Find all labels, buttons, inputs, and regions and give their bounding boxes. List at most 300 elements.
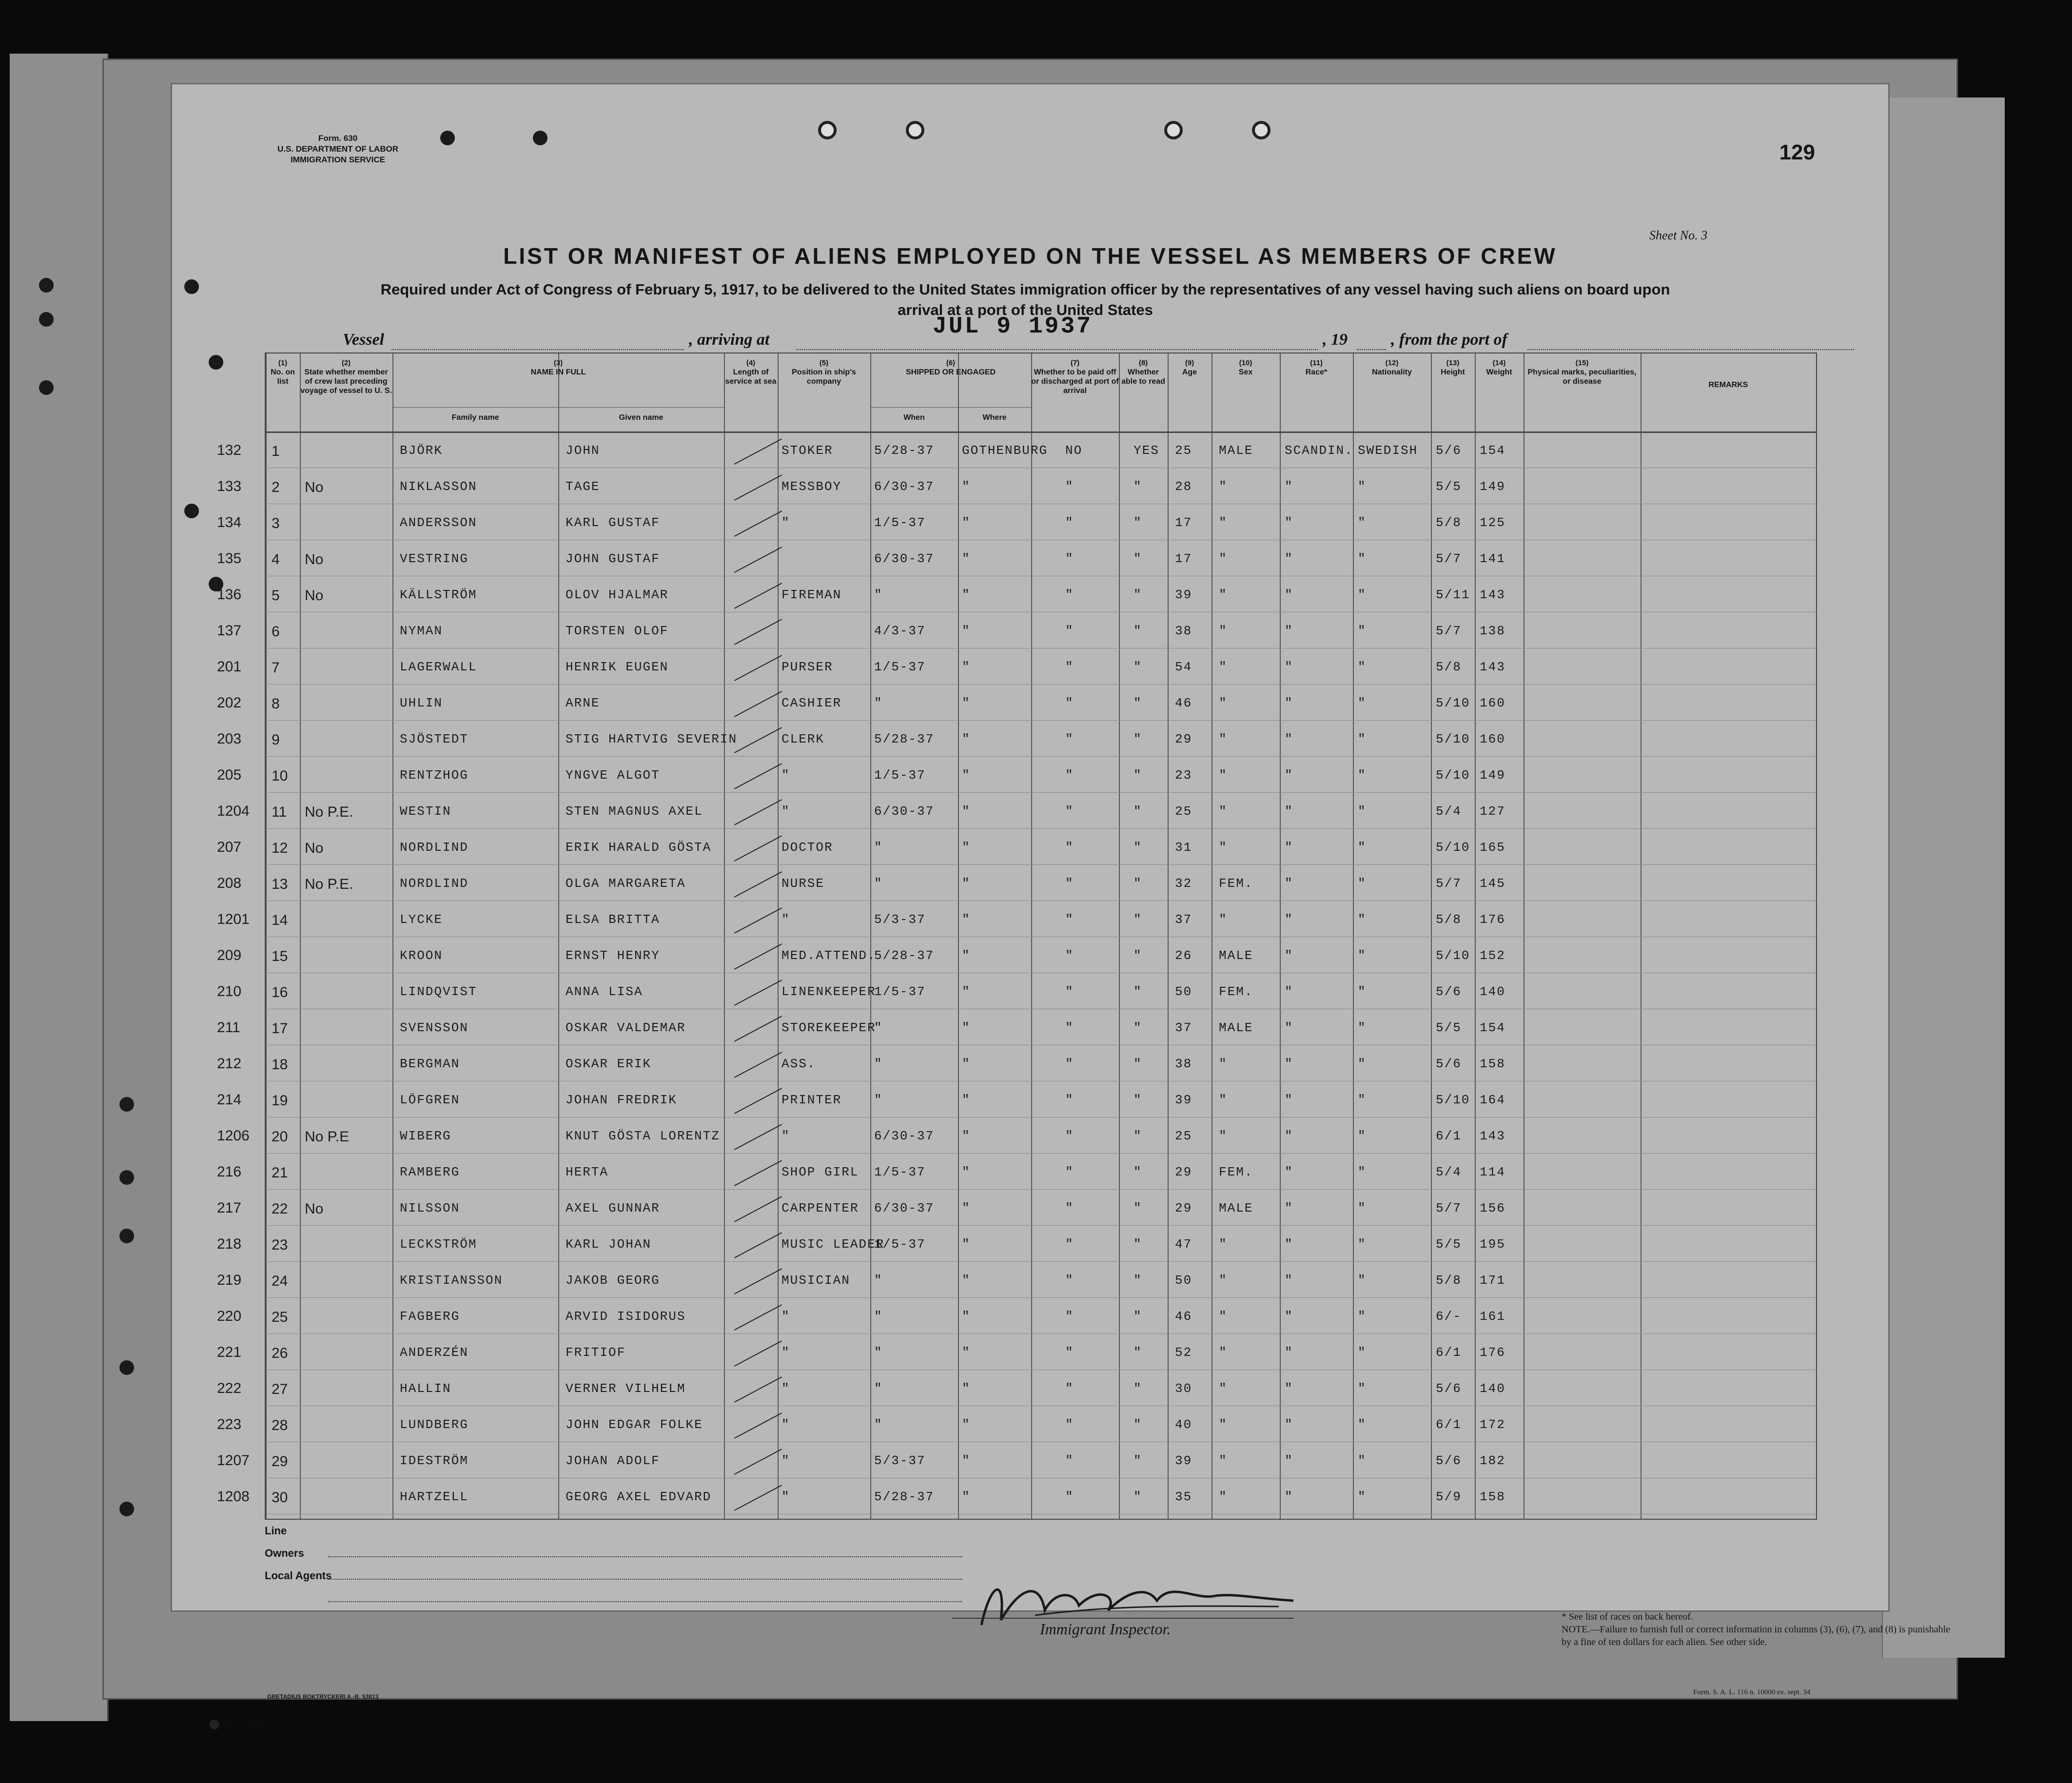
cell-no: 26 <box>272 1345 288 1361</box>
cell-given: JAKOB GEORG <box>566 1273 660 1288</box>
cell-age: 17 <box>1175 551 1192 566</box>
cell-paid: " <box>1065 1165 1074 1179</box>
service-check-mark <box>734 727 782 753</box>
cell-paid: NO <box>1065 443 1083 458</box>
cell-read: " <box>1134 479 1142 494</box>
arriving-label: , arriving at <box>689 331 770 349</box>
row-reference-number: 205 <box>217 767 242 783</box>
row-reference-number: 220 <box>217 1308 242 1324</box>
cell-when: 6/30-37 <box>874 479 935 494</box>
cell-race: " <box>1285 984 1293 999</box>
cell-height: 5/6 <box>1436 1453 1462 1468</box>
cell-height: 5/8 <box>1436 515 1462 530</box>
cell-read: " <box>1134 624 1142 638</box>
cell-given: OSKAR ERIK <box>566 1057 652 1071</box>
cell-race: " <box>1285 948 1293 963</box>
cell-position: " <box>782 1309 790 1324</box>
cell-read: " <box>1134 1345 1142 1360</box>
cell-sex: " <box>1219 1129 1228 1143</box>
cell-paid: " <box>1065 588 1074 602</box>
cell-read: " <box>1134 1381 1142 1396</box>
service-check-mark <box>734 871 782 897</box>
cell-height: 5/10 <box>1436 948 1470 963</box>
cell-family: ANDERZÉN <box>400 1345 469 1360</box>
service-check-mark <box>734 1304 782 1330</box>
cell-where: " <box>962 804 971 819</box>
cell-family: LECKSTRÖM <box>400 1237 477 1252</box>
cell-weight: 160 <box>1480 696 1505 710</box>
cell-height: 5/9 <box>1436 1489 1462 1504</box>
col-2-header: (2) State whether member of crew last preceding voyage of vessel to U. S. <box>300 359 392 395</box>
punch-hole-icon <box>533 131 547 145</box>
cell-given: TAGE <box>566 479 600 494</box>
cell-height: 5/6 <box>1436 443 1462 458</box>
cell-weight: 125 <box>1480 515 1505 530</box>
row-reference-number: 1208 <box>217 1489 250 1505</box>
cell-family: LUNDBERG <box>400 1417 469 1432</box>
cell-nat: " <box>1358 515 1367 530</box>
cell-paid: " <box>1065 624 1074 638</box>
col-10-header: (10) Sex <box>1238 359 1253 376</box>
cell-age: 29 <box>1175 1165 1192 1179</box>
cell-given: OLOV HJALMAR <box>566 588 669 602</box>
cell-weight: 171 <box>1480 1273 1505 1288</box>
cell-family: LÖFGREN <box>400 1093 460 1107</box>
cell-where: " <box>962 912 971 927</box>
cell-prev: No P.E. <box>305 804 353 820</box>
cell-sex: " <box>1219 1345 1228 1360</box>
service-check-mark <box>734 980 782 1005</box>
cell-position: MUSICIAN <box>782 1273 850 1288</box>
cell-where: " <box>962 840 971 855</box>
cell-position: MED.ATTEND. <box>782 948 876 963</box>
cell-when: " <box>874 1345 883 1360</box>
cell-where: " <box>962 1345 971 1360</box>
cell-when: " <box>874 1417 883 1432</box>
cell-given: JOHN GUSTAF <box>566 551 660 566</box>
cell-nat: " <box>1358 732 1367 746</box>
cell-sex: " <box>1219 1381 1228 1396</box>
cell-where: " <box>962 1129 971 1143</box>
cell-family: ANDERSSON <box>400 515 477 530</box>
service-check-mark <box>734 619 782 645</box>
cell-prev: No P.E <box>305 1129 350 1145</box>
cell-family: HALLIN <box>400 1381 451 1396</box>
cell-paid: " <box>1065 876 1074 891</box>
cell-read: " <box>1134 1273 1142 1288</box>
cell-where: " <box>962 1237 971 1252</box>
cell-where: " <box>962 1453 971 1468</box>
cell-given: AXEL GUNNAR <box>566 1201 660 1215</box>
page-title: LIST OR MANIFEST OF ALIENS EMPLOYED ON THE VESSEL AS MEMBERS OF CREW <box>503 243 1557 269</box>
col-9-header: (9) Age <box>1182 359 1197 376</box>
cell-no: 6 <box>272 624 280 640</box>
cell-position: STOKER <box>782 443 833 458</box>
row-reference-number: 1204 <box>217 803 250 819</box>
cell-sex: MALE <box>1219 948 1253 963</box>
cell-given: ERNST HENRY <box>566 948 660 963</box>
cell-family: RENTZHOG <box>400 768 469 783</box>
cell-read: " <box>1134 984 1142 999</box>
local-agents-label: Local Agents <box>265 1569 332 1582</box>
cell-paid: " <box>1065 1453 1074 1468</box>
service-check-mark <box>734 1268 782 1294</box>
cell-weight: 195 <box>1480 1237 1505 1252</box>
row-reference-number: 216 <box>217 1164 242 1180</box>
cell-sex: " <box>1219 1309 1228 1324</box>
cell-weight: 143 <box>1480 588 1505 602</box>
cell-no: 7 <box>272 660 280 676</box>
col-6-header: (6) SHIPPED OR ENGAGED <box>905 359 996 376</box>
cell-given: FRITIOF <box>566 1345 626 1360</box>
when-header: When <box>903 413 925 422</box>
cell-no: 2 <box>272 479 280 495</box>
service-check-mark <box>734 1016 782 1041</box>
cell-read: " <box>1134 876 1142 891</box>
row-reference-number: 207 <box>217 839 242 855</box>
punch-hole-icon <box>1252 121 1271 139</box>
cell-sex: FEM. <box>1219 1165 1253 1179</box>
cell-where: " <box>962 1381 971 1396</box>
cell-paid: " <box>1065 660 1074 674</box>
row-reference-number: 201 <box>217 659 242 675</box>
cell-nat: " <box>1358 1093 1367 1107</box>
cell-age: 23 <box>1175 768 1192 783</box>
cell-paid: " <box>1065 551 1074 566</box>
cell-height: 6/1 <box>1436 1345 1462 1360</box>
cell-weight: 158 <box>1480 1057 1505 1071</box>
cell-position: " <box>782 768 790 783</box>
cell-where: " <box>962 1057 971 1071</box>
cell-sex: " <box>1219 515 1228 530</box>
cell-family: WIBERG <box>400 1129 451 1143</box>
cell-when: 1/5-37 <box>874 768 926 783</box>
cell-nat: " <box>1358 1345 1367 1360</box>
row-reference-number: 211 <box>217 1019 240 1036</box>
row-reference-number: 137 <box>217 623 242 639</box>
col-3-header: (3) NAME IN FULL <box>530 359 586 376</box>
cell-when: " <box>874 840 883 855</box>
cell-prev: No P.E. <box>305 876 353 892</box>
cell-race: " <box>1285 804 1293 819</box>
cell-paid: " <box>1065 515 1074 530</box>
service-check-mark <box>734 474 782 500</box>
cell-age: 50 <box>1175 984 1192 999</box>
cell-family: NYMAN <box>400 624 443 638</box>
cell-no: 20 <box>272 1129 288 1145</box>
cell-given: OLGA MARGARETA <box>566 876 686 891</box>
cell-where: " <box>962 948 971 963</box>
cell-when: 5/28-37 <box>874 443 935 458</box>
cell-position: NURSE <box>782 876 825 891</box>
row-reference-number: 212 <box>217 1056 242 1072</box>
cell-when: " <box>874 1309 883 1324</box>
cell-paid: " <box>1065 1237 1074 1252</box>
punch-hole-icon <box>1164 121 1183 139</box>
cell-where: " <box>962 1093 971 1107</box>
cell-nat: " <box>1358 1453 1367 1468</box>
cell-position: ASS. <box>782 1057 816 1071</box>
cell-height: 5/7 <box>1436 624 1462 638</box>
cell-given: ARNE <box>566 696 600 710</box>
cell-sex: MALE <box>1219 1201 1253 1215</box>
cell-nat: " <box>1358 1201 1367 1215</box>
cell-no: 10 <box>272 768 288 784</box>
col-4-header: (4) Length of service at sea <box>725 359 777 386</box>
cell-family: NIKLASSON <box>400 479 477 494</box>
cell-when: 1/5-37 <box>874 660 926 674</box>
binder-hole-icon <box>39 312 54 327</box>
cell-nat: " <box>1358 1020 1367 1035</box>
cell-age: 30 <box>1175 1381 1192 1396</box>
cell-race: " <box>1285 1093 1293 1107</box>
cell-position: DOCTOR <box>782 840 833 855</box>
cell-age: 54 <box>1175 660 1192 674</box>
cell-when: 4/3-37 <box>874 624 926 638</box>
cell-weight: 143 <box>1480 660 1505 674</box>
cell-no: 11 <box>272 804 287 820</box>
cell-position: " <box>782 1417 790 1432</box>
cell-race: " <box>1285 1201 1293 1215</box>
cell-when: " <box>874 1381 883 1396</box>
cell-when: 6/30-37 <box>874 804 935 819</box>
cell-sex: " <box>1219 912 1228 927</box>
cell-family: LINDQVIST <box>400 984 477 999</box>
cell-where: " <box>962 1309 971 1324</box>
cell-when: 6/30-37 <box>874 551 935 566</box>
row-reference-number: 1206 <box>217 1128 250 1144</box>
cell-given: JOHN EDGAR FOLKE <box>566 1417 703 1432</box>
cell-position: FIREMAN <box>782 588 842 602</box>
cell-sex: " <box>1219 840 1228 855</box>
cell-weight: 140 <box>1480 1381 1505 1396</box>
cell-given: GEORG AXEL EDVARD <box>566 1489 712 1504</box>
cell-given: STEN MAGNUS AXEL <box>566 804 703 819</box>
cell-age: 25 <box>1175 443 1192 458</box>
cell-age: 50 <box>1175 1273 1192 1288</box>
cell-family: BERGMAN <box>400 1057 460 1071</box>
where-header: Where <box>982 413 1007 422</box>
cell-nat: " <box>1358 1129 1367 1143</box>
cell-weight: 138 <box>1480 624 1505 638</box>
cell-when: 5/3-37 <box>874 912 926 927</box>
cell-where: " <box>962 624 971 638</box>
cell-paid: " <box>1065 1093 1074 1107</box>
cell-race: " <box>1285 1057 1293 1071</box>
cell-position: " <box>782 1489 790 1504</box>
cell-position: " <box>782 1381 790 1396</box>
row-reference-number: 210 <box>217 983 242 999</box>
cell-sex: " <box>1219 1237 1228 1252</box>
cell-height: 5/10 <box>1436 768 1470 783</box>
cell-nat: " <box>1358 1237 1367 1252</box>
cell-nat: " <box>1358 768 1367 783</box>
sheet-number: Sheet No. 3 <box>1649 228 1708 242</box>
given-name-header: Given name <box>619 413 664 422</box>
cell-position: MESSBOY <box>782 479 842 494</box>
service-check-mark <box>734 907 782 933</box>
service-check-mark <box>734 583 782 608</box>
cell-paid: " <box>1065 1020 1074 1035</box>
binder-hole-icon <box>119 1170 134 1185</box>
cell-sex: " <box>1219 624 1228 638</box>
cell-given: ELSA BRITTA <box>566 912 660 927</box>
row-reference-number: 135 <box>217 550 242 567</box>
cell-read: " <box>1134 1165 1142 1179</box>
cell-given: KNUT GÖSTA LORENTZ <box>566 1129 720 1143</box>
service-check-mark <box>734 1340 782 1366</box>
cell-position: LINENKEEPER <box>782 984 876 999</box>
cell-nat: " <box>1358 551 1367 566</box>
cell-race: " <box>1285 1165 1293 1179</box>
cell-weight: 160 <box>1480 732 1505 746</box>
cell-given: VERNER VILHELM <box>566 1381 686 1396</box>
cell-age: 46 <box>1175 696 1192 710</box>
cell-height: 5/6 <box>1436 1381 1462 1396</box>
cell-nat: " <box>1358 696 1367 710</box>
cell-nat: " <box>1358 912 1367 927</box>
cell-paid: " <box>1065 1057 1074 1071</box>
row-reference-number: 223 <box>217 1416 242 1432</box>
cell-age: 25 <box>1175 804 1192 819</box>
cell-nat: " <box>1358 984 1367 999</box>
cell-height: 5/4 <box>1436 1165 1462 1179</box>
remarks-header: REMARKS <box>1708 381 1748 389</box>
punch-hole-icon <box>184 279 199 294</box>
row-reference-number: 134 <box>217 514 242 530</box>
footnotes: * See list of races on back hereof. NOTE.—Failure to furnish full or correct information in columns (3), (6), (7), and (8) is punishable by a fine of ten dollars for each alien. See other side. <box>1562 1611 1951 1647</box>
cell-read: " <box>1134 948 1142 963</box>
port-label: , from the port of <box>1391 331 1507 349</box>
cell-race: " <box>1285 768 1293 783</box>
cell-read: " <box>1134 768 1142 783</box>
cell-weight: 158 <box>1480 1489 1505 1504</box>
cell-sex: FEM. <box>1219 984 1253 999</box>
cell-family: NORDLIND <box>400 840 469 855</box>
cell-paid: " <box>1065 768 1074 783</box>
cell-no: 30 <box>272 1489 288 1506</box>
cell-nat: " <box>1358 1273 1367 1288</box>
cell-read: " <box>1134 1020 1142 1035</box>
cell-read: " <box>1134 804 1142 819</box>
cell-race: " <box>1285 1129 1293 1143</box>
cell-weight: 165 <box>1480 840 1505 855</box>
cell-given: ARVID ISIDORUS <box>566 1309 686 1324</box>
service-check-mark <box>734 1088 782 1114</box>
cell-family: UHLIN <box>400 696 443 710</box>
cell-paid: " <box>1065 912 1074 927</box>
cell-family: WESTIN <box>400 804 451 819</box>
cell-nat: " <box>1358 660 1367 674</box>
cell-nat: " <box>1358 588 1367 602</box>
cell-height: 5/5 <box>1436 1020 1462 1035</box>
cell-family: KRISTIANSSON <box>400 1273 503 1288</box>
service-check-mark <box>734 799 782 825</box>
cell-race: " <box>1285 1453 1293 1468</box>
cell-height: 5/8 <box>1436 1273 1462 1288</box>
cell-nat: " <box>1358 1381 1367 1396</box>
cell-race: " <box>1285 515 1293 530</box>
cell-weight: 152 <box>1480 948 1505 963</box>
cell-read: " <box>1134 1129 1142 1143</box>
cell-sex: FEM. <box>1219 876 1253 891</box>
row-reference-number: 221 <box>217 1344 242 1360</box>
cell-prev: No <box>305 551 324 568</box>
cell-read: " <box>1134 696 1142 710</box>
cell-position: " <box>782 1453 790 1468</box>
cell-family: LAGERWALL <box>400 660 477 674</box>
cell-paid: " <box>1065 732 1074 746</box>
cell-nat: SWEDISH <box>1358 443 1418 458</box>
cell-position: PURSER <box>782 660 833 674</box>
stamp-icon <box>210 1720 219 1729</box>
cell-read: " <box>1134 1309 1142 1324</box>
form-identifier: Form. 630 U.S. DEPARTMENT OF LABOR IMMIGRATION SERVICE <box>277 134 399 164</box>
cell-family: RAMBERG <box>400 1165 460 1179</box>
cell-read: " <box>1134 1237 1142 1252</box>
printer-mark: GRETADIUS BOKTRYCKERI A.-B. 53813 <box>267 1693 379 1700</box>
cell-nat: " <box>1358 804 1367 819</box>
cell-position: " <box>782 1129 790 1143</box>
cell-where: " <box>962 1489 971 1504</box>
cell-weight: 114 <box>1480 1165 1505 1179</box>
cell-prev: No <box>305 840 324 856</box>
cell-height: 5/8 <box>1436 660 1462 674</box>
cell-race: " <box>1285 1309 1293 1324</box>
binder-hole-icon <box>39 278 54 293</box>
punch-hole-icon <box>440 131 455 145</box>
cell-paid: " <box>1065 1489 1074 1504</box>
cell-read: " <box>1134 912 1142 927</box>
cell-age: 52 <box>1175 1345 1192 1360</box>
cell-no: 21 <box>272 1165 288 1181</box>
cell-weight: 176 <box>1480 912 1505 927</box>
cell-family: HARTZELL <box>400 1489 469 1504</box>
punch-hole-icon <box>184 504 199 518</box>
cell-race: " <box>1285 732 1293 746</box>
service-check-mark <box>734 943 782 969</box>
cell-given: JOHAN FREDRIK <box>566 1093 677 1107</box>
col-13-header: (13) Height <box>1441 359 1465 376</box>
cell-race: " <box>1285 912 1293 927</box>
service-check-mark <box>734 1196 782 1222</box>
cell-nat: " <box>1358 876 1367 891</box>
cell-where: " <box>962 732 971 746</box>
row-reference-number: 214 <box>217 1092 242 1108</box>
cell-height: 5/6 <box>1436 1057 1462 1071</box>
cell-age: 29 <box>1175 1201 1192 1215</box>
cell-position: CASHIER <box>782 696 842 710</box>
cell-paid: " <box>1065 804 1074 819</box>
punch-hole-icon <box>906 121 924 139</box>
service-check-mark <box>734 1124 782 1150</box>
cell-height: 5/4 <box>1436 804 1462 819</box>
cell-race: " <box>1285 1381 1293 1396</box>
service-check-mark <box>734 1160 782 1186</box>
cell-when: 1/5-37 <box>874 1165 926 1179</box>
cell-age: 47 <box>1175 1237 1192 1252</box>
cell-age: 31 <box>1175 840 1192 855</box>
cell-when: " <box>874 876 883 891</box>
cell-weight: 143 <box>1480 1129 1505 1143</box>
cell-family: VESTRING <box>400 551 469 566</box>
cell-race: " <box>1285 624 1293 638</box>
cell-race: " <box>1285 1273 1293 1288</box>
col-5-header: (5) Position in ship's company <box>792 359 856 386</box>
cell-no: 29 <box>272 1453 288 1470</box>
cell-height: 5/5 <box>1436 479 1462 494</box>
cell-prev: No <box>305 479 324 495</box>
